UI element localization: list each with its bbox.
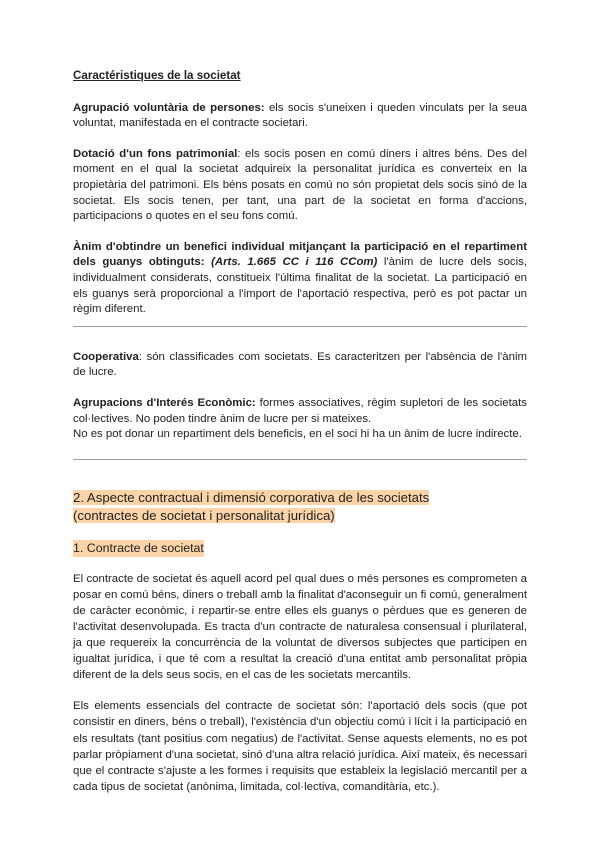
- paragraph-contracte-2: Els elements essencials del contracte de societat són: l'aportació dels socis (que pot consistir en diners, béns o treball), l'existència d'un objectiu comú i lícit i la participació en els resultats (tant positius com negatius) de l'activitat. Sense aquests elements, no es pot parlar pròpiament d'una societat, sinó d'una altra relació jurídica. Així mateix, és necessari que el contracte s'ajuste a les formes i requisits que estableix la legislació mercantil per a cada tipus de societat (anònima, limitada, col·lectiva, comanditària, etc.).: [73, 700, 527, 793]
- text-dotacio: : els socis posen en comú diners i altres béns. Des del moment en el qual la societat adquireix la personalitat jurídica es converteix en la propietària del patrimoni. Els béns posats en comú no són propietat dels socis sinó de la societat. Els socis tenen, per tant, una part de la societat en forma d'accions, participacions o quotes en el seu fons comú.: [73, 147, 528, 223]
- document-body: [73, 68, 527, 795]
- divider: [73, 326, 527, 327]
- paragraph-aie-2: No es pot donar un repartiment dels beneficis, en el soci hi ha un ànim de lucre indirecte.: [73, 428, 522, 441]
- term-cooperativa: Cooperativa: [73, 350, 139, 363]
- reference-articles: (Arts. 1.665 CC i 116 CCom): [204, 256, 378, 269]
- paragraph-agrupacio: [73, 101, 527, 132]
- text-agrupacio: els socis s'uneixen i queden vinculats per la seua voluntat, manifestada en el contracte societari.: [73, 101, 527, 130]
- section-2-title-line1: 2. Aspecte contractual i dimensió corporativa de les societats: [73, 489, 430, 505]
- paragraph-aie: [73, 396, 527, 427]
- term-anim: Ànim d'obtindre un benefici individual mitjançant la participació en el repartiment dels guanys obtinguts:: [73, 240, 527, 269]
- paragraph-cooperativa: [73, 350, 527, 381]
- paragraph-contracte-1: El contracte de societat és aquell acord pel qual dues o més persones es comprometen a posar en comú béns, diners o treball amb la finalitat d'aconseguir un fi comú, generalment de caràcter econòmic, i repartir-se entre elles els guanys o pèrdues que es generen de l'activitat desenvolupada. Es tracta d'un contracte de naturalesa consensual i plurilateral, ja que requereix la concurrència de la voluntat de diversos subjectes que participen en igualtat jurídica, i que té com a resultat la creació d'una entitat amb personalitat pròpia diferent de la dels seus socis, en el cas de les societats mercantils.: [73, 572, 527, 682]
- paragraph-dotacio: [73, 147, 527, 225]
- term-dotacio: Dotació d'un fons patrimonial: [73, 147, 238, 160]
- section-heading: Caractéristiques de la societat: [73, 69, 241, 82]
- section-2-title-line2: (contractes de societat i personalitat jurídica): [73, 508, 335, 524]
- text-aie: formes associatives, règim supletori de les societats col·lectives. No poden tindre ànim de lucre per si mateixes.: [73, 396, 527, 425]
- divider: [73, 459, 527, 460]
- term-agrupacio: Agrupació voluntària de persones:: [73, 101, 265, 114]
- text-cooperativa: : són classificades com societats. Es caracteritzen per l'absència de l'ànim de lucre.: [73, 350, 527, 379]
- term-aie: Agrupacions d'Interés Econòmic:: [73, 396, 256, 409]
- paragraph-anim: [73, 240, 527, 318]
- subsection-1-title: 1. Contracte de societat: [73, 540, 204, 555]
- text-anim: l'ànim de lucre dels socis, individualment considerats, constitueix l'última finalitat de la societat. La participació en els guanys serà proporcional a l'import de l'aportació respectiva, però es pot pactar un règim diferent.: [73, 256, 528, 316]
- section-2-title: [73, 489, 527, 526]
